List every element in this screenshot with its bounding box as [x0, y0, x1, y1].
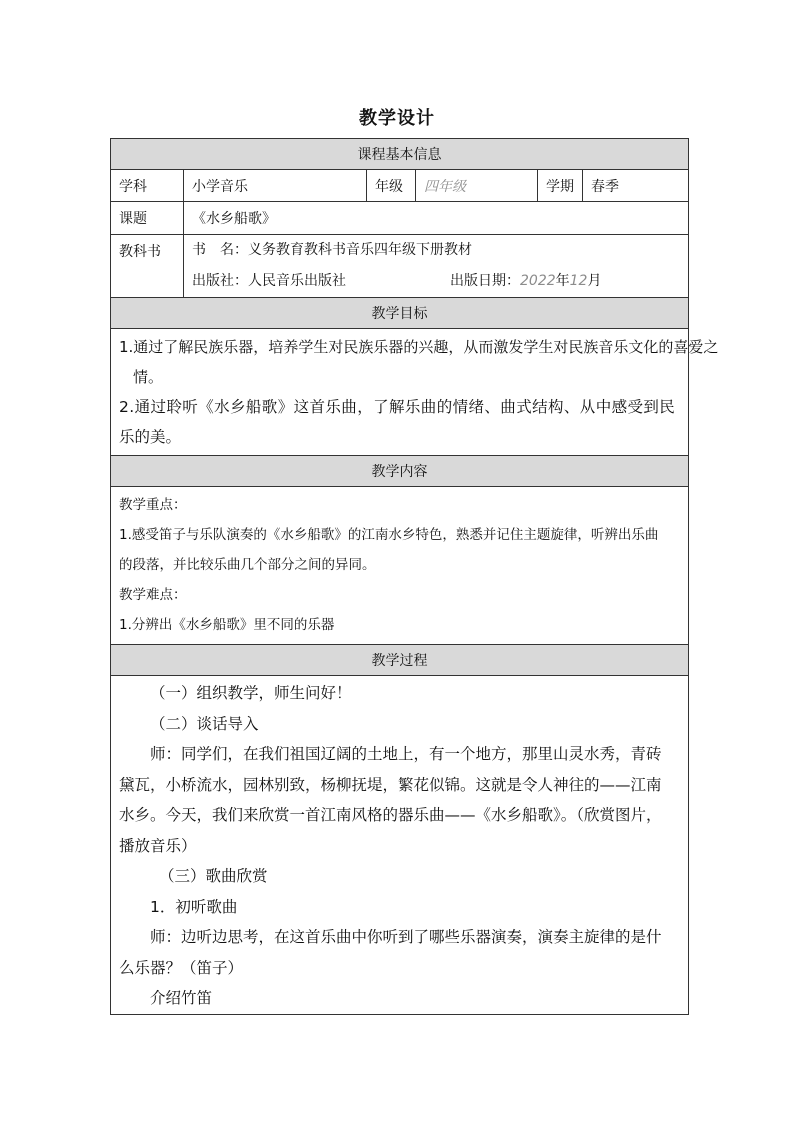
content-row [111, 487, 689, 645]
pubdate-year: 2022 [520, 273, 556, 289]
pubdate-month-unit: 月 [587, 273, 602, 289]
process-line: 师：边听边思考，在这首乐曲中你听到了哪些乐器演奏，演奏主旋律的是什 [150, 928, 662, 946]
objectives-header-row [111, 298, 689, 329]
key-points-label: 教学重点： [119, 497, 187, 513]
basic-info-row [111, 170, 689, 202]
process-row [111, 676, 689, 1015]
grade-label: 年级 [367, 170, 416, 202]
publisher-text: 出版社：人民音乐出版社 [192, 273, 346, 289]
process-line: 黛瓦，小桥流水，园林别致，杨柳抚堤，繁花似锦。这就是令人神往的——江南 [119, 775, 662, 794]
process-line: 师：同学们，在我们祖国辽阔的土地上，有一个地方，那里山灵水秀，青砖 [150, 745, 662, 763]
basic-info-header: 课程基本信息 [111, 139, 689, 170]
grade-value: 四年级 [416, 170, 538, 202]
process-body [111, 676, 689, 1015]
objective-1-line-2: 情。 [133, 368, 164, 386]
topic-value: 《水乡船歌》 [184, 202, 689, 235]
pubdate-month: 12 [569, 273, 588, 289]
process-line: （一）组织教学，师生问好！ [150, 684, 352, 702]
objectives-body [111, 329, 719, 456]
objectives-header: 教学目标 [111, 298, 689, 329]
objectives-row [111, 329, 689, 456]
textbook-details [184, 235, 689, 298]
key-point-line-1: 1.感受笛子与乐队演奏的《水乡船歌》的江南水乡特色，熟悉并记住主题旋律，听辨出乐曲 [119, 527, 659, 543]
difficulty-label: 教学难点： [119, 587, 187, 603]
content-body [111, 487, 689, 645]
term-label: 学期 [538, 170, 583, 202]
basic-info-header-row [111, 139, 689, 170]
difficulty-line-1: 1.分辨出《水乡船歌》里不同的乐器 [119, 617, 335, 633]
publisher-line [184, 266, 688, 297]
term-value: 春季 [583, 170, 689, 202]
book-name-line: 书 名：义务教育教科书音乐四年级下册教材 [192, 242, 472, 258]
subject-label: 学科 [111, 170, 184, 202]
topic-label: 课题 [111, 202, 184, 235]
process-line: 播放音乐） [119, 836, 197, 855]
textbook-row [111, 235, 689, 298]
process-header: 教学过程 [111, 645, 689, 676]
subject-value: 小学音乐 [184, 170, 367, 202]
process-line: 么乐器？（笛子） [119, 958, 244, 977]
objective-2-line-2: 乐的美。 [119, 428, 182, 446]
content-header-row [111, 456, 689, 487]
process-line: （三）歌曲欣赏 [159, 867, 268, 885]
objective-1-line-1: 1.通过了解民族乐器，培养学生对民族乐器的兴趣，从而激发学生对民族音乐文化的喜爱之 [119, 338, 719, 356]
process-line: 水乡。今天，我们来欣赏一首江南风格的器乐曲——《水乡船歌》。（欣赏图片， [119, 806, 662, 824]
key-point-line-2: 的段落，并比较乐曲几个部分之间的异同。 [119, 557, 376, 573]
content-header: 教学内容 [111, 456, 689, 487]
objective-2-line-1: 2.通过聆听《水乡船歌》这首乐曲，了解乐曲的情绪、曲式结构、从中感受到民 [119, 398, 676, 416]
process-line: 介绍竹笛 [150, 989, 213, 1007]
topic-row [111, 202, 689, 235]
pubdate-year-unit: 年 [555, 273, 570, 289]
textbook-label: 教科书 [111, 235, 184, 298]
process-line: 1．初听歌曲 [150, 897, 238, 916]
document-title: 教学设计 [359, 108, 435, 129]
lesson-plan-table [110, 138, 719, 1015]
pubdate-prefix: 出版日期： [450, 273, 520, 289]
process-line: （二）谈话导入 [150, 714, 259, 733]
process-header-row [111, 645, 689, 676]
